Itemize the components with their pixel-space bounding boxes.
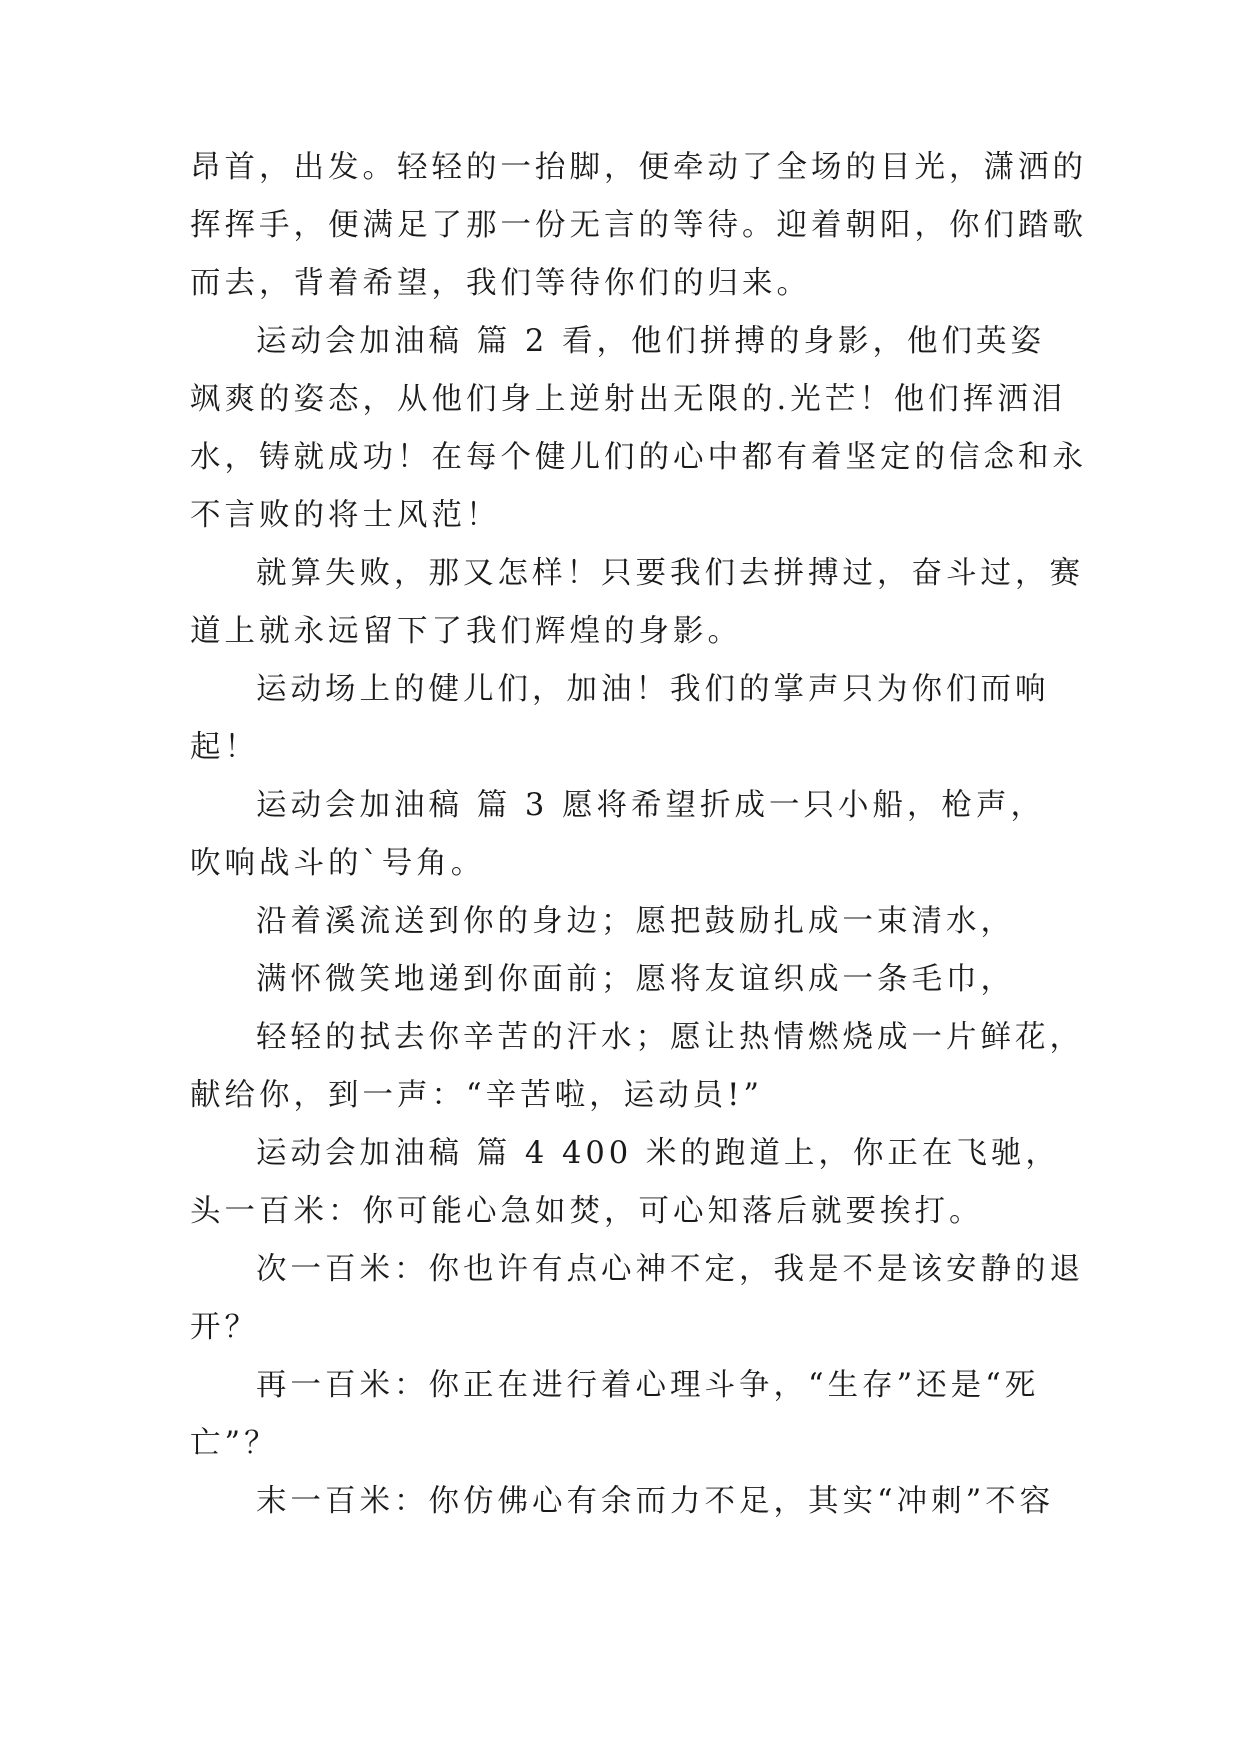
section-heading-line: 运动会加油稿 篇 4 400 米的跑道上，你正在飞驰， — [256, 1136, 1060, 1171]
text-line: 道上就永远留下了我们辉煌的身影。 — [190, 614, 742, 649]
text-line: 末一百米：你仿佛心有余而力不足，其实“冲刺”不容 — [256, 1484, 1055, 1519]
text-line: 运动场上的健儿们，加油！我们的掌声只为你们而响 — [256, 672, 1050, 707]
text-line: 亡”？ — [190, 1426, 279, 1461]
section-heading-line: 运动会加油稿 篇 3 愿将希望折成一只小船，枪声， — [256, 788, 1045, 823]
text-line: 次一百米：你也许有点心神不定，我是不是该安静的退 — [256, 1252, 1084, 1287]
text-line: 就算失败，那又怎样！只要我们去拼搏过，奋斗过，赛 — [256, 556, 1084, 591]
text-line: 再一百米：你正在进行着心理斗争，“生存”还是“死 — [256, 1368, 1040, 1403]
text-line: 轻轻的拭去你辛苦的汗水；愿让热情燃烧成一片鲜花， — [256, 1020, 1084, 1055]
text-line: 吹响战斗的`号角。 — [190, 846, 486, 881]
text-line: 起！ — [190, 730, 259, 765]
text-line: 昂首，出发。轻轻的一抬脚，便牵动了全场的目光，潇洒的 — [190, 150, 1087, 185]
text-line: 飒爽的姿态，从他们身上逆射出无限的.光芒！他们挥洒泪 — [190, 382, 1067, 417]
text-line: 头一百米：你可能心急如焚，可心知落后就要挨打。 — [190, 1194, 984, 1229]
text-line: 挥挥手，便满足了那一份无言的等待。迎着朝阳，你们踏歌 — [190, 208, 1087, 243]
text-line: 献给你，到一声：“辛苦啦，运动员!” — [190, 1078, 763, 1113]
section-heading-line: 运动会加油稿 篇 2 看，他们拼搏的身影，他们英姿 — [256, 324, 1045, 359]
text-line: 满怀微笑地递到你面前；愿将友谊织成一条毛巾， — [256, 962, 1015, 997]
text-line: 开？ — [190, 1310, 259, 1345]
text-line: 不言败的将士风范！ — [190, 498, 501, 533]
text-line: 水，铸就成功！在每个健儿们的心中都有着坚定的信念和永 — [190, 440, 1087, 475]
text-line: 沿着溪流送到你的身边；愿把鼓励扎成一束清水， — [256, 904, 1015, 939]
text-line: 而去，背着希望，我们等待你们的归来。 — [190, 266, 811, 301]
